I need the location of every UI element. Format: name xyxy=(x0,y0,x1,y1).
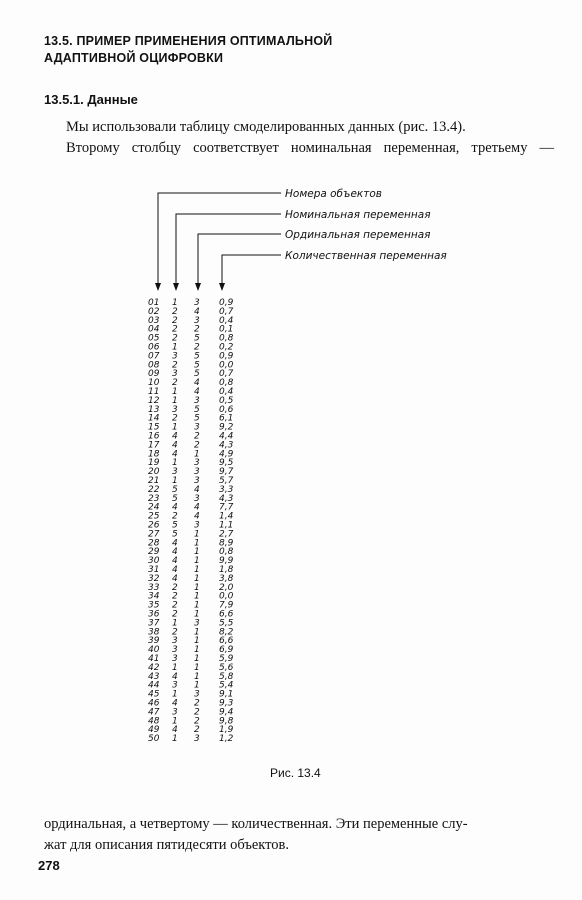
table-cell: 3 xyxy=(194,493,200,504)
table-cell: 1 xyxy=(194,556,200,567)
table-cell: 4 xyxy=(172,573,178,584)
table-cell: 5,9 xyxy=(219,654,234,664)
table-cell: 2 xyxy=(194,324,200,335)
table-cell: 2 xyxy=(172,413,178,424)
leader-line-4 xyxy=(222,255,281,285)
table-cell: 3 xyxy=(172,680,178,691)
table-cell: 45 xyxy=(148,689,160,700)
table-cell: 3,8 xyxy=(219,573,234,584)
table-cell: 11 xyxy=(148,387,160,397)
table-cell: 4 xyxy=(172,547,178,558)
table-cell: 4 xyxy=(194,387,200,397)
paragraph-intro-line-2: Второму столбцу соответствует номинальная переменная, третьему — xyxy=(66,140,554,156)
table-cell: 3 xyxy=(172,369,178,380)
table-cell: 42 xyxy=(148,662,160,673)
table-cell: 4 xyxy=(172,431,178,442)
table-cell: 9,1 xyxy=(219,689,234,700)
table-cell: 0,7 xyxy=(219,369,234,380)
table-cell: 1,4 xyxy=(219,511,234,522)
table-cell: 0,7 xyxy=(219,306,234,317)
table-cell: 26 xyxy=(148,520,160,531)
table-cell: 39 xyxy=(148,636,160,647)
table-cell: 1 xyxy=(194,591,200,602)
table-cell: 2 xyxy=(172,360,178,371)
table-cell: 1,2 xyxy=(219,734,234,745)
table-cell: 2 xyxy=(194,440,200,451)
table-cell: 0,2 xyxy=(219,342,234,353)
table-cell: 20 xyxy=(148,467,160,478)
arrowhead-2 xyxy=(173,283,179,291)
table-cell: 9,5 xyxy=(219,458,234,469)
table-cell: 01 xyxy=(148,298,160,308)
table-cell: 4 xyxy=(172,440,178,451)
section-title-line-2: АДАПТИВНОЙ ОЦИФРОВКИ xyxy=(44,51,224,65)
table-cell: 5 xyxy=(172,493,178,504)
table-cell: 2 xyxy=(194,342,200,353)
table-cell: 2 xyxy=(172,315,178,326)
table-cell: 3 xyxy=(194,520,200,531)
table-cell: 1 xyxy=(172,422,178,433)
table-cell: 0,4 xyxy=(219,315,234,326)
table-cell: 0,8 xyxy=(219,378,234,389)
table-cell: 2 xyxy=(172,306,178,317)
table-cell: 46 xyxy=(148,698,160,709)
table-cell: 15 xyxy=(148,422,160,433)
table-cell: 1,9 xyxy=(219,725,234,736)
table-cell: 1 xyxy=(194,636,200,647)
table-cell: 4,9 xyxy=(219,449,234,460)
table-cell: 5,8 xyxy=(219,671,234,682)
table-cell: 9,8 xyxy=(219,716,234,727)
table-cell: 0,6 xyxy=(219,404,234,415)
table-cell: 3 xyxy=(194,689,200,700)
table-cell: 1 xyxy=(194,449,200,460)
table-cell: 2 xyxy=(172,333,178,344)
table-cell: 41 xyxy=(148,654,160,664)
table-cell: 5 xyxy=(194,404,200,415)
table-cell: 4 xyxy=(194,502,200,513)
table-cell: 4 xyxy=(172,565,178,575)
table-cell: 19 xyxy=(148,458,160,469)
table-cell: 1 xyxy=(194,662,200,673)
table-cell: 2 xyxy=(194,725,200,736)
table-cell: 07 xyxy=(148,351,160,362)
subsection-title: 13.5.1. Данные xyxy=(44,92,138,107)
table-cell: 0,8 xyxy=(219,547,234,558)
table-cell: 4 xyxy=(194,306,200,317)
table-cell: 5,4 xyxy=(219,680,234,691)
table-cell: 37 xyxy=(148,618,160,629)
table-cell: 1 xyxy=(194,609,200,620)
table-cell: 08 xyxy=(148,360,160,371)
table-cell: 1 xyxy=(172,298,178,308)
table-cell: 1 xyxy=(194,547,200,558)
table-cell: 2 xyxy=(172,324,178,335)
figure-data-table xyxy=(148,298,234,744)
table-cell: 38 xyxy=(148,627,160,638)
table-cell: 1 xyxy=(194,529,200,540)
table-cell: 04 xyxy=(148,324,160,335)
table-cell: 0,0 xyxy=(219,591,234,602)
table-cell: 1 xyxy=(172,342,178,353)
table-cell: 1 xyxy=(172,395,178,406)
paragraph-continuation-line-1: ординальная, а четвертому — количественная. Эти переменные слу- xyxy=(44,816,468,832)
table-cell: 3 xyxy=(172,645,178,656)
table-cell: 2 xyxy=(194,698,200,709)
table-cell: 4 xyxy=(194,484,200,495)
table-cell: 1,1 xyxy=(219,520,234,531)
table-cell: 0,1 xyxy=(219,324,234,335)
table-cell: 03 xyxy=(148,315,160,326)
table-cell: 2 xyxy=(172,591,178,602)
table-cell: 2 xyxy=(172,627,178,638)
table-cell: 9,3 xyxy=(219,698,234,709)
table-cell: 5 xyxy=(172,529,178,540)
paragraph-intro-line-1: Мы использовали таблицу смоделированных данных (рис. 13.4). xyxy=(66,119,466,135)
table-cell: 32 xyxy=(148,573,160,584)
table-cell: 34 xyxy=(148,591,160,602)
table-cell: 47 xyxy=(148,707,160,718)
table-cell: 10 xyxy=(148,378,160,389)
column-label-4: Количественная переменная xyxy=(285,250,447,262)
table-cell: 0,9 xyxy=(219,298,234,308)
table-cell: 3 xyxy=(194,422,200,433)
table-cell: 43 xyxy=(148,671,160,682)
table-cell: 35 xyxy=(148,600,160,611)
table-cell: 50 xyxy=(148,734,160,745)
figure-caption: Рис. 13.4 xyxy=(270,766,321,780)
table-cell: 6,6 xyxy=(219,609,234,620)
section-title-line-1: 13.5. ПРИМЕР ПРИМЕНЕНИЯ ОПТИМАЛЬНОЙ xyxy=(44,34,333,48)
table-cell: 0,4 xyxy=(219,387,234,397)
table-cell: 5 xyxy=(194,413,200,424)
table-cell: 2 xyxy=(172,600,178,611)
table-cell: 44 xyxy=(148,680,160,691)
table-cell: 3 xyxy=(194,467,200,478)
table-cell: 3 xyxy=(194,618,200,629)
table-cell: 1 xyxy=(194,600,200,611)
table-cell: 1 xyxy=(194,538,200,549)
table-cell: 4 xyxy=(172,449,178,460)
table-cell: 3,3 xyxy=(219,484,234,495)
arrowhead-4 xyxy=(219,283,225,291)
table-cell: 1 xyxy=(194,573,200,584)
table-cell: 4 xyxy=(172,725,178,736)
table-cell: 8,9 xyxy=(219,538,234,549)
table-cell: 18 xyxy=(148,449,160,460)
table-cell: 6,6 xyxy=(219,636,234,647)
table-cell: 5,5 xyxy=(219,618,234,629)
table-cell: 1 xyxy=(172,716,178,727)
table-cell: 3 xyxy=(194,298,200,308)
table-cell: 3 xyxy=(172,654,178,664)
table-cell: 1,8 xyxy=(219,565,234,575)
table-cell: 4 xyxy=(172,556,178,567)
table-cell: 22 xyxy=(148,484,160,495)
table-cell: 1 xyxy=(172,387,178,397)
column-label-2: Номинальная переменная xyxy=(285,209,431,221)
table-cell: 2 xyxy=(172,511,178,522)
table-cell: 28 xyxy=(148,538,160,549)
table-cell: 23 xyxy=(148,493,160,504)
table-cell: 2,7 xyxy=(219,529,234,540)
table-cell: 30 xyxy=(148,556,160,567)
table-cell: 1 xyxy=(194,565,200,575)
table-cell: 9,2 xyxy=(219,422,234,433)
leader-line-3 xyxy=(198,234,281,285)
table-cell: 33 xyxy=(148,582,160,593)
leader-line-2 xyxy=(176,214,281,285)
table-cell: 5 xyxy=(194,351,200,362)
table-cell: 3 xyxy=(194,734,200,745)
table-cell: 1 xyxy=(172,734,178,745)
table-cell: 1 xyxy=(194,582,200,593)
table-cell: 2 xyxy=(172,582,178,593)
column-label-1: Номера объектов xyxy=(285,188,382,200)
table-cell: 2 xyxy=(194,431,200,442)
table-cell: 1 xyxy=(194,671,200,682)
table-cell: 3 xyxy=(172,636,178,647)
table-cell: 06 xyxy=(148,342,160,353)
table-cell: 4 xyxy=(172,538,178,549)
table-cell: 3 xyxy=(194,395,200,406)
table-cell: 1 xyxy=(172,662,178,673)
table-cell: 2 xyxy=(172,609,178,620)
paragraph-continuation-line-2: жат для описания пятидесяти объектов. xyxy=(44,837,290,853)
table-cell: 9,4 xyxy=(219,707,234,718)
table-cell: 1 xyxy=(172,476,178,486)
table-cell: 13 xyxy=(148,404,160,415)
page-number: 278 xyxy=(38,858,60,873)
table-cell: 31 xyxy=(148,565,160,575)
column-label-3: Ординальная переменная xyxy=(285,229,431,241)
table-cell: 1 xyxy=(194,627,200,638)
figure-leader-lines xyxy=(155,193,281,291)
table-cell: 4 xyxy=(194,378,200,389)
table-cell: 9,9 xyxy=(219,556,234,567)
table-cell: 05 xyxy=(148,333,160,344)
figure-column-labels xyxy=(285,188,447,262)
table-cell: 5 xyxy=(194,369,200,380)
table-cell: 4 xyxy=(194,511,200,522)
table-cell: 24 xyxy=(148,502,160,513)
table-cell: 4 xyxy=(172,698,178,709)
table-cell: 7,7 xyxy=(219,502,234,513)
table-cell: 1 xyxy=(172,618,178,629)
table-cell: 5 xyxy=(172,484,178,495)
table-cell: 29 xyxy=(148,547,160,558)
table-cell: 3 xyxy=(172,707,178,718)
table-cell: 0,0 xyxy=(219,360,234,371)
table-cell: 3 xyxy=(172,404,178,415)
table-cell: 21 xyxy=(148,476,160,486)
table-cell: 2 xyxy=(172,378,178,389)
table-cell: 6,1 xyxy=(219,413,234,424)
table-cell: 1 xyxy=(194,654,200,664)
table-cell: 27 xyxy=(148,529,160,540)
table-cell: 4,4 xyxy=(219,431,234,442)
table-cell: 3 xyxy=(172,351,178,362)
table-cell: 14 xyxy=(148,413,160,424)
table-cell: 2,0 xyxy=(219,582,234,593)
table-cell: 4 xyxy=(172,671,178,682)
table-cell: 3 xyxy=(194,458,200,469)
table-cell: 09 xyxy=(148,369,160,380)
table-cell: 4,3 xyxy=(219,440,234,451)
table-cell: 9,7 xyxy=(219,467,234,478)
table-cell: 17 xyxy=(148,440,160,451)
table-cell: 6,9 xyxy=(219,645,234,656)
table-cell: 02 xyxy=(148,306,160,317)
table-cell: 36 xyxy=(148,609,160,620)
table-cell: 4 xyxy=(172,502,178,513)
table-cell: 1 xyxy=(172,458,178,469)
paragraph-continuation xyxy=(44,814,554,856)
table-cell: 5,7 xyxy=(219,476,234,486)
table-cell: 7,9 xyxy=(219,600,234,611)
table-cell: 2 xyxy=(194,707,200,718)
table-cell: 3 xyxy=(194,315,200,326)
table-cell: 3 xyxy=(172,467,178,478)
table-cell: 25 xyxy=(148,511,160,522)
table-cell: 3 xyxy=(194,476,200,486)
table-cell: 49 xyxy=(148,725,160,736)
table-cell: 1 xyxy=(194,680,200,691)
table-cell: 5 xyxy=(172,520,178,531)
table-cell: 12 xyxy=(148,395,160,406)
table-cell: 5 xyxy=(194,360,200,371)
table-cell: 0,8 xyxy=(219,333,234,344)
table-cell: 5 xyxy=(194,333,200,344)
table-cell: 2 xyxy=(194,716,200,727)
table-cell: 48 xyxy=(148,716,160,727)
table-cell: 1 xyxy=(194,645,200,656)
table-cell: 16 xyxy=(148,431,160,442)
table-cell: 5,6 xyxy=(219,662,234,673)
table-cell: 0,5 xyxy=(219,395,234,406)
table-cell: 4,3 xyxy=(219,493,234,504)
table-cell: 8,2 xyxy=(219,627,234,638)
table-cell: 40 xyxy=(148,645,160,656)
table-cell: 0,9 xyxy=(219,351,234,362)
arrowhead-3 xyxy=(195,283,201,291)
table-cell: 1 xyxy=(172,689,178,700)
arrowhead-1 xyxy=(155,283,161,291)
